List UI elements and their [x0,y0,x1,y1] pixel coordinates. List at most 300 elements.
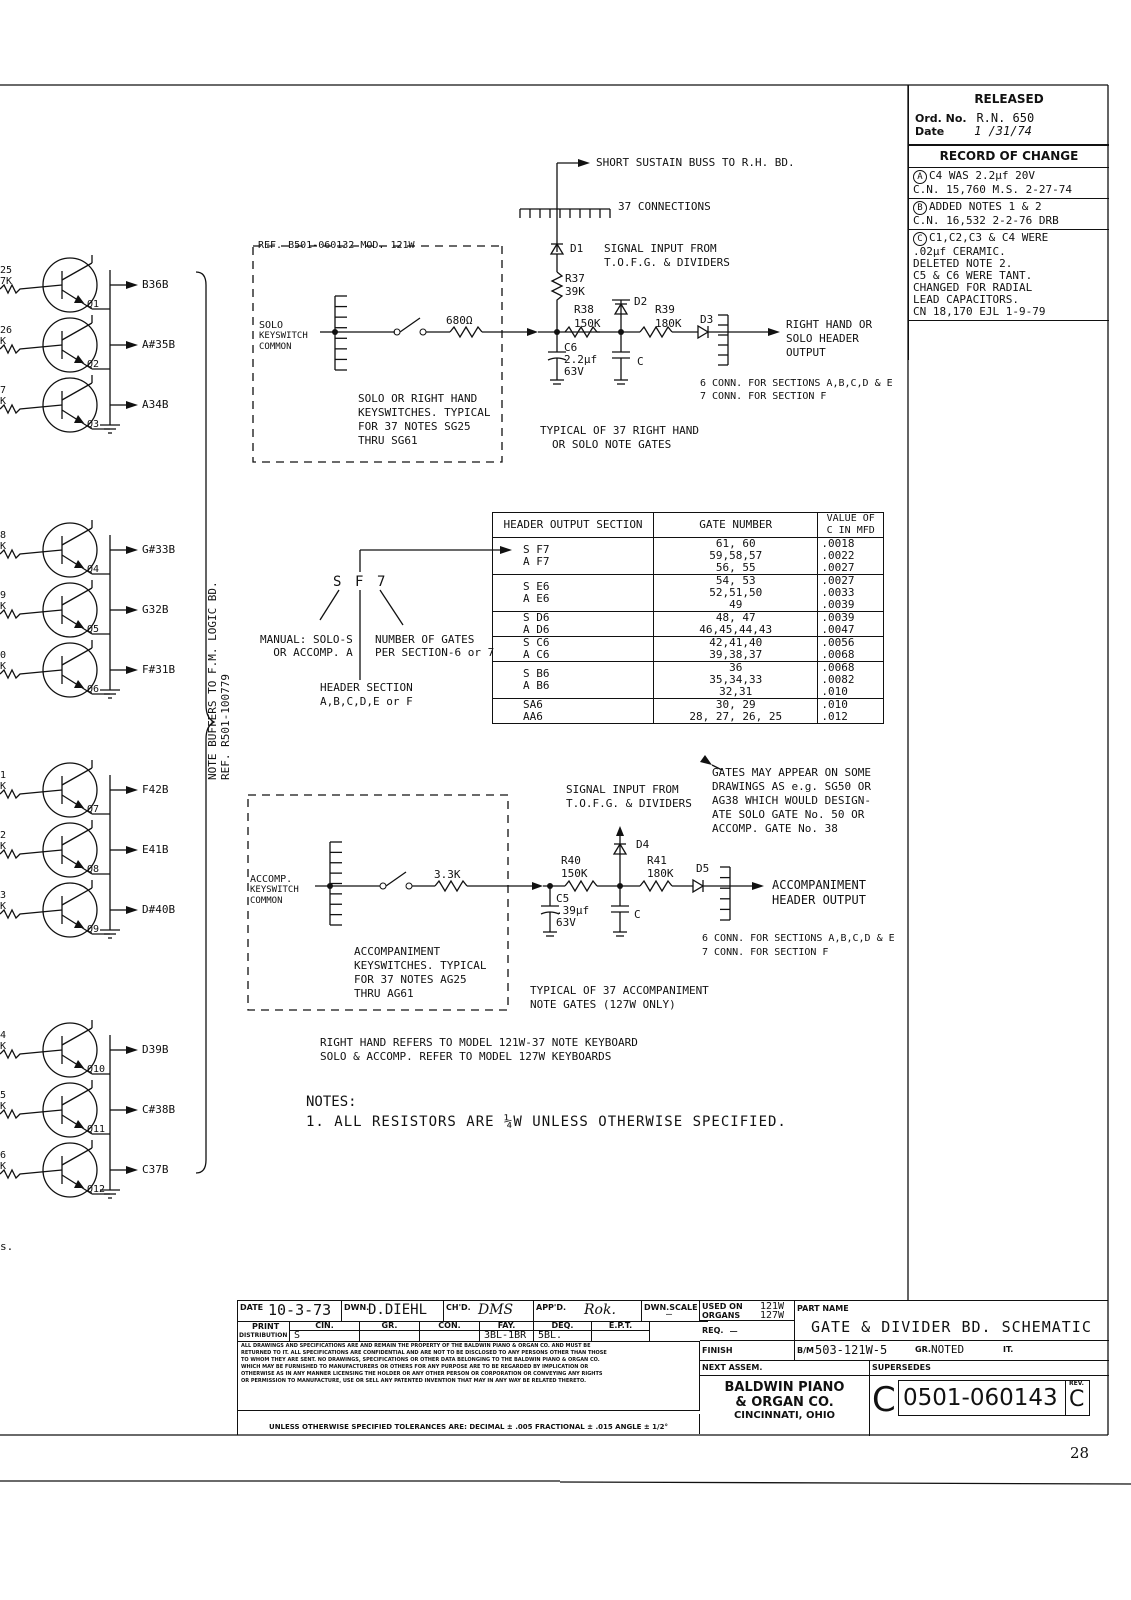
table-sections-line: S F7 [523,543,550,556]
dist-header: DEQ. [534,1321,591,1331]
c5-voltage: 63V [556,916,576,929]
released-label: RELEASED [974,92,1044,106]
transistor-output-6: F#31B [142,663,176,676]
r40-label [561,854,588,880]
table-row [493,699,884,724]
transistor-output-5: G32B [142,603,169,616]
table-cell-sections [493,575,654,612]
table-cell-gates [654,637,818,662]
table-row [493,538,884,575]
tb-date-label: DATE [240,1303,264,1312]
transistor-output-2: A#35B [142,338,176,351]
revision-entry-line [913,232,1105,246]
rh-box-text-1: SOLO OR RIGHT HAND [358,392,478,405]
r40-value: 150K [561,867,588,880]
table-cell-values [818,699,884,724]
table-values-line: .0027 [821,574,855,587]
table-note [712,766,871,836]
d1-label: D1 [570,242,584,255]
tb-bm-label: B/M [797,1346,814,1355]
edge-label-19: 4 [0,1030,7,1041]
transistor-7 [0,760,138,817]
tb-size: C [872,1380,896,1420]
ord-label: Ord. No. [915,112,967,125]
acc-conn-1: 6 CONN. FOR SECTIONS A,B,C,D & E [702,933,895,944]
acc-box-text-2: KEYSWITCHES. TYPICAL [354,959,487,972]
dist-header: CON. [420,1321,479,1331]
table-sections-line: A D6 [523,623,550,636]
acc-typical [530,984,709,1012]
accomp-label-3: COMMON [250,896,283,906]
tb-gr-label: GR. [915,1345,931,1354]
ord-value: R.N. 650 [976,111,1035,125]
dist-header: FAY. [480,1321,533,1331]
transistor-label-3: Q3 [87,419,100,430]
dist-value: 5BL. [538,1330,563,1341]
edge-label-14: K [0,781,7,792]
d5-label: D5 [696,862,710,875]
edge-label-1: 25 [0,265,13,276]
table-cell-sections [493,538,654,575]
r37-name: R37 [565,272,585,285]
transistor-output-11: C#38B [142,1103,176,1116]
table-header-section: HEADER OUTPUT SECTION [493,513,654,538]
tb-supersedes-label: SUPERSEDES [872,1363,931,1372]
short-sustain-label: SHORT SUSTAIN BUSS TO R.H. BD. [596,156,795,169]
rh-res-label: 680Ω [446,314,473,327]
transistor-output-8: E41B [142,843,169,856]
tb-tolerances: UNLESS OTHERWISE SPECIFIED TOLERANCES ARE: DECIMAL ± .005 FRACTIONAL ± .015 ANGLE ± 1/2° [269,1423,668,1431]
transistor-label-11: Q11 [87,1124,106,1135]
dist-cell [290,1321,360,1341]
table-gates-line: 46,45,44,43 [699,623,773,636]
table-gates-line: 30, 29 [715,698,756,711]
sf7-gates [375,633,494,659]
dist-cell [534,1321,592,1341]
tb-distribution-label: DISTRIBUTION [239,1332,288,1339]
revision-letter: A [913,170,927,184]
edge-label-24: K [0,1161,7,1172]
table-gates-line: 59,58,57 [709,549,763,562]
table-sections-line: AA6 [523,710,543,723]
transistor-output-1: B36B [142,278,169,291]
tb-used-on-label: USED ON [702,1302,743,1311]
transistor-label-9: Q9 [87,924,100,935]
table-cell-gates [654,699,818,724]
edge-note: s. [0,1240,14,1253]
table-cell-values [818,662,884,699]
tb-print-label: PRINT [252,1322,280,1331]
c6-name: C6 [564,341,578,354]
table-sections-line: S C6 [523,636,550,649]
tb-bm: 503-121W-5 [815,1343,888,1357]
table-cell-values [818,612,884,637]
solo-keyswitch-label [259,320,308,353]
tb-next-assem-label: NEXT ASSEM. [702,1363,763,1372]
table-row [493,612,884,637]
dist-cell [480,1321,534,1341]
date-label: Date [915,125,945,138]
dist-header: GR. [360,1321,419,1331]
tb-used-on-127w: 127W [760,1310,785,1321]
company-line-2: & ORGAN CO. [735,1395,834,1410]
edge-label-21: 5 [0,1090,7,1101]
transistor-label-6: Q6 [87,684,100,695]
tb-company [700,1376,870,1436]
title-block [237,1300,1108,1435]
transistor-label-8: Q8 [87,864,100,875]
note-1: 1. ALL RESISTORS ARE ¼W UNLESS OTHERWISE SPECIFIED. [306,1114,787,1130]
revision-text: C4 WAS 2.2µf 20V [929,169,1035,182]
transistor-12 [0,1140,138,1197]
acc-signal-input [566,783,692,811]
d2-label: D2 [634,295,648,308]
tb-scale-label: DWN.SCALE [644,1303,698,1312]
revision-text: CHANGED FOR RADIAL [913,281,1033,294]
acc-res-label: 3.3K [434,868,461,881]
tb-dwn: D.DIEHL [368,1302,428,1318]
sf7-manual-1: MANUAL: SOLO-S [260,633,353,646]
revision-text: C5 & C6 WERE TANT. [913,269,1033,282]
rh-signal-input-2: T.O.F.G. & DIVIDERS [604,256,730,269]
table-gates-line: 54, 53 [715,574,756,587]
table-values-line: .0039 [821,611,855,624]
ref-solo-accomp: SOLO & ACCOMP. REFER TO MODEL 127W KEYBOARDS [320,1050,612,1063]
table-cell-sections [493,662,654,699]
table-gates-line: 36 [729,661,743,674]
edge-label-15: 2 [0,830,7,841]
acc-box-text-1: ACCOMPANIMENT [354,945,441,958]
rh-box-text-3: FOR 37 NOTES SG25 [358,420,471,433]
acc-output-2: HEADER OUTPUT [772,893,866,907]
edge-label-23: 6 [0,1150,7,1161]
revision-text: ADDED NOTES 1 & 2 [929,200,1042,213]
table-values-line: .0033 [821,586,855,599]
edge-label-13: 1 [0,770,7,781]
side-note-line-2: REF. R501-100779 [219,674,232,780]
d3-label: D3 [700,313,714,326]
table-values-line: .0047 [821,623,855,636]
revision-entries [909,168,1109,321]
r38-value: 150K [574,317,601,330]
revision-entry [909,199,1109,230]
edge-label-20: K [0,1041,7,1052]
r37-value: 39K [565,285,585,298]
rh-output-label [786,318,872,360]
acc-conn-2: 7 CONN. FOR SECTION F [702,947,829,958]
transistor-2 [0,315,138,372]
rh-ref: REF. B501-060132 MOD. 121W [258,240,415,251]
table-sections-line: A C6 [523,648,550,661]
rh-typical-1: TYPICAL OF 37 RIGHT HAND [540,424,699,437]
table-sections-line: S B6 [523,667,550,680]
page-rule-2 [560,1482,1131,1484]
acc-output-label [772,878,866,908]
rh-c-label: C [637,355,644,368]
table-sections-line: SA6 [523,698,543,711]
edge-label-22: K [0,1101,7,1112]
revision-entry-line [913,306,1105,318]
r39-name: R39 [655,303,675,316]
edge-label-9: 9 [0,590,7,601]
header-table [492,512,884,724]
c6-value: 2.2µf [564,353,598,366]
revision-entry-line [913,215,1105,227]
sf7-header-2: A,B,C,D,E or F [320,695,413,708]
table-cell-values [818,575,884,612]
table-values-line: .0068 [821,661,855,674]
acc-typical-2: NOTE GATES (127W ONLY) [530,998,676,1011]
transistor-5 [0,580,138,637]
rh-box-text-2: KEYSWITCHES. TYPICAL [358,406,491,419]
solo-label-1: SOLO [259,320,284,331]
transistor-bank [0,255,138,1198]
tb-rev-label: REV. [1069,1380,1084,1387]
notes-title: NOTES: [306,1094,357,1110]
tb-it-label: IT. [1003,1345,1014,1354]
table-sections-line: A B6 [523,679,550,692]
edge-label-11: 0 [0,650,7,661]
accomp-label-1: ACCOMP. [250,874,293,885]
dist-value: S [294,1330,301,1341]
revision-text: C.N. 16,532 2-2-76 DRB [913,214,1059,227]
rh-typical [540,424,699,452]
table-gates-line: 28, 27, 26, 25 [689,710,783,723]
revision-entry-line [913,184,1105,196]
tb-drawing-number-block [870,1376,1109,1436]
revision-entry [909,168,1109,199]
table-gates-line: 42,41,40 [709,636,763,649]
date-value: 1 /31/74 [974,124,1032,138]
acc-box-text [354,945,486,1001]
table-values-line: .0082 [821,673,855,686]
sf7-manual [260,633,353,659]
edge-label-5: 7 [0,385,7,396]
table-note-3: AG38 WHICH WOULD DESIGN- [712,794,871,807]
side-note [186,560,246,780]
tb-finish-label: FINISH [702,1346,733,1355]
table-cell-sections [493,637,654,662]
sf7-7: 7 [377,574,386,590]
transistor-output-12: C37B [142,1163,169,1176]
table-values-line: .0022 [821,549,855,562]
rh-typical-2: OR SOLO NOTE GATES [552,438,672,451]
transistor-label-4: Q4 [87,564,100,575]
transistor-output-7: F42B [142,783,169,796]
rh-signal-input-1: SIGNAL INPUT FROM [604,242,717,255]
rh-box-text-4: THRU SG61 [358,434,418,447]
sf7-manual-2: OR ACCOMP. A [273,646,353,659]
transistor-label-2: Q2 [87,359,100,370]
edge-label-10: K [0,601,7,612]
table-values-line: .0027 [821,561,855,574]
c6-label [564,342,597,378]
c6-voltage: 63V [564,365,584,378]
tb-appd: Rok. [584,1302,616,1318]
table-sections-line: A F7 [523,555,550,568]
solo-label-2: KEYSWITCH [259,331,308,341]
tb-req: — [730,1324,738,1338]
tb-drawing-no: 0501-060143 [903,1385,1058,1411]
r41-name: R41 [647,854,667,867]
record-title: RECORD OF CHANGE [909,146,1109,168]
table-note-4: ATE SOLO GATE No. 50 OR [712,808,865,821]
page-number: 28 [1070,1444,1090,1462]
company-line-3: CINCINNATI, OHIO [733,1410,836,1421]
company-line-1: BALDWIN PIANO [724,1380,845,1395]
acc-signal-input-2: T.O.F.G. & DIVIDERS [566,797,692,810]
table-cell-sections [493,612,654,637]
table-values-line: .0056 [821,636,855,649]
table-gates-line: 56, 55 [715,561,756,574]
table-row [493,637,884,662]
acc-c-label: C [634,908,641,921]
edge-label-16: K [0,841,7,852]
tb-part-name-label: PART NAME [797,1304,849,1313]
rh-conn-2: 7 CONN. FOR SECTION F [700,391,827,402]
transistor-9 [0,880,138,937]
sf7-gates-1: NUMBER OF GATES [375,633,475,646]
r41-label [647,854,674,880]
r38-name: R38 [574,303,594,316]
dist-header: E.P.T. [592,1321,649,1331]
edge-label-4: K [0,336,7,347]
sf7-header [320,681,413,709]
table-sections-line: A E6 [523,592,550,605]
tb-used-on-121w: 121W [760,1301,785,1312]
rh-box-text [358,392,490,448]
revision-text: .02µf CERAMIC. [913,245,1006,258]
tb-part-name: GATE & DIVIDER BD. SCHEMATIC [811,1318,1092,1336]
c5-name: C5 [556,892,570,905]
table-cell-gates [654,538,818,575]
table-gates-line: 52,51,50 [709,586,763,599]
acc-typical-1: TYPICAL OF 37 ACCOMPANIMENT [530,984,709,997]
table-gates-line: 39,38,37 [709,648,763,661]
dist-cell [592,1321,650,1341]
ref-right-hand: RIGHT HAND REFERS TO MODEL 121W-37 NOTE KEYBOARD [320,1036,638,1049]
rh-output-1: RIGHT HAND OR [786,318,873,331]
r37-label [565,272,585,298]
sf7-header-1: HEADER SECTION [320,681,413,694]
table-gates-line: 48, 47 [715,611,756,624]
table-gates-line: 35,34,33 [709,673,763,686]
table-row [493,662,884,699]
revision-letter: C [913,232,927,246]
legal-line: TO WHOM THEY ARE SENT. NO DRAWINGS, SPECIFICATIONS OR OTHER DATA BELONGING TO THE BALDWIN PIANO & ORGAN CO. [241,1357,600,1363]
edge-label-7: 8 [0,530,7,541]
keyboard-refs [320,1036,638,1064]
edge-label-12: K [0,661,7,672]
tb-gr: NOTED [931,1343,965,1356]
revision-letter: B [913,201,927,215]
table-sections-line: S E6 [523,580,550,593]
acc-signal-input-1: SIGNAL INPUT FROM [566,783,679,796]
legal-line: OTHERWISE AS IN ANY MANNER LICENSING THE HOLDER OR ANY OTHER PERSON OR CORPORATION OR CONVEYING ANY RIGHTS [241,1371,603,1377]
r40-name: R40 [561,854,581,867]
table-note-1: GATES MAY APPEAR ON SOME [712,766,871,779]
legal-line: WHICH MAY BE FURNISHED TO MANUFACTURERS OR OTHERS FOR ANY PURPOSE ARE TO BE REGARDED BY IMPLICATION OR [241,1364,589,1370]
tb-rev: C [1069,1387,1085,1412]
transistor-11 [0,1080,138,1137]
edge-label-8: K [0,541,7,552]
revision-block [908,85,1109,360]
r38-label [574,303,601,331]
dist-cell [360,1321,420,1341]
transistor-6 [0,640,138,697]
sf7-f: F [355,574,364,590]
revision-text: DELETED NOTE 2. [913,257,1013,270]
legal-line: OR PERMISSION TO MANUFACTURE, USE OR SELL ANY PATENTED INVENTION THAT MAY IN ANY WAY BE RELATED THERETO. [241,1378,586,1384]
rh-conn-label [700,377,893,403]
edge-label-2: 7K [0,276,13,287]
sf7-s: S [333,574,342,590]
c5-value: .39µf [556,904,590,917]
rh-output-3: OUTPUT [786,346,826,359]
revision-text: C1,C2,C3 & C4 WERE [929,231,1049,244]
transistor-label-12: Q12 [87,1184,106,1195]
transistor-output-9: D#40B [142,903,176,916]
tb-dwn-label: DWN. [344,1303,370,1312]
d4-label: D4 [636,838,650,851]
table-gates-line: 32,31 [719,685,753,698]
dist-cell [420,1321,480,1341]
transistor-label-5: Q5 [87,624,100,635]
table-values-line: .012 [821,710,848,723]
rh-output-2: SOLO HEADER [786,332,859,345]
table-sections-line: S D6 [523,611,550,624]
table-row [493,575,884,612]
transistor-output-10: D39B [142,1043,169,1056]
table-gates-line: 49 [729,598,743,611]
dist-value: 3BL-1BR [484,1330,527,1341]
legal-line: RETURNED TO IT. ALL SPECIFICATIONS ARE CONFIDENTIAL AND ARE NOT TO BE DISCLOSED TO ANY PERSONS OTHER THAN THOSE [241,1350,607,1356]
tb-date: 10-3-73 [268,1301,332,1319]
transistor-10 [0,1020,138,1077]
edge-label-6: K [0,396,7,407]
table-header-value: VALUE OF C IN MFD [818,513,884,538]
transistor-8 [0,820,138,877]
r41-value: 180K [647,867,674,880]
transistor-label-7: Q7 [87,804,100,815]
table-values-line: .0018 [821,537,855,550]
edge-label-18: K [0,901,7,912]
table-cell-sections [493,699,654,724]
transistor-label-1: Q1 [87,299,100,310]
edge-label-3: 26 [0,325,13,336]
table-cell-values [818,637,884,662]
revision-text: CN 18,170 EJL 1-9-79 [913,305,1046,318]
acc-box-text-3: FOR 37 NOTES AG25 [354,973,467,986]
r39-value: 180K [655,317,682,330]
table-note-2: DRAWINGS AS e.g. SG50 OR [712,780,871,793]
table-cell-gates [654,612,818,637]
table-cell-values [818,538,884,575]
transistor-label-10: Q10 [87,1064,106,1075]
table-cell-gates [654,662,818,699]
dist-header: CIN. [290,1321,359,1331]
sf7-gates-2: PER SECTION-6 or 7 [375,646,495,659]
revision-entry-line [913,201,1105,215]
revision-entry-line [913,170,1105,184]
edge-label-17: 3 [0,890,7,901]
tb-legal [238,1341,700,1411]
table-values-line: .010 [821,698,848,711]
sf7-diagram [320,546,512,680]
table-values-line: .0068 [821,648,855,661]
transistor-output-3: A34B [142,398,169,411]
acc-box-text-4: THRU AG61 [354,987,414,1000]
